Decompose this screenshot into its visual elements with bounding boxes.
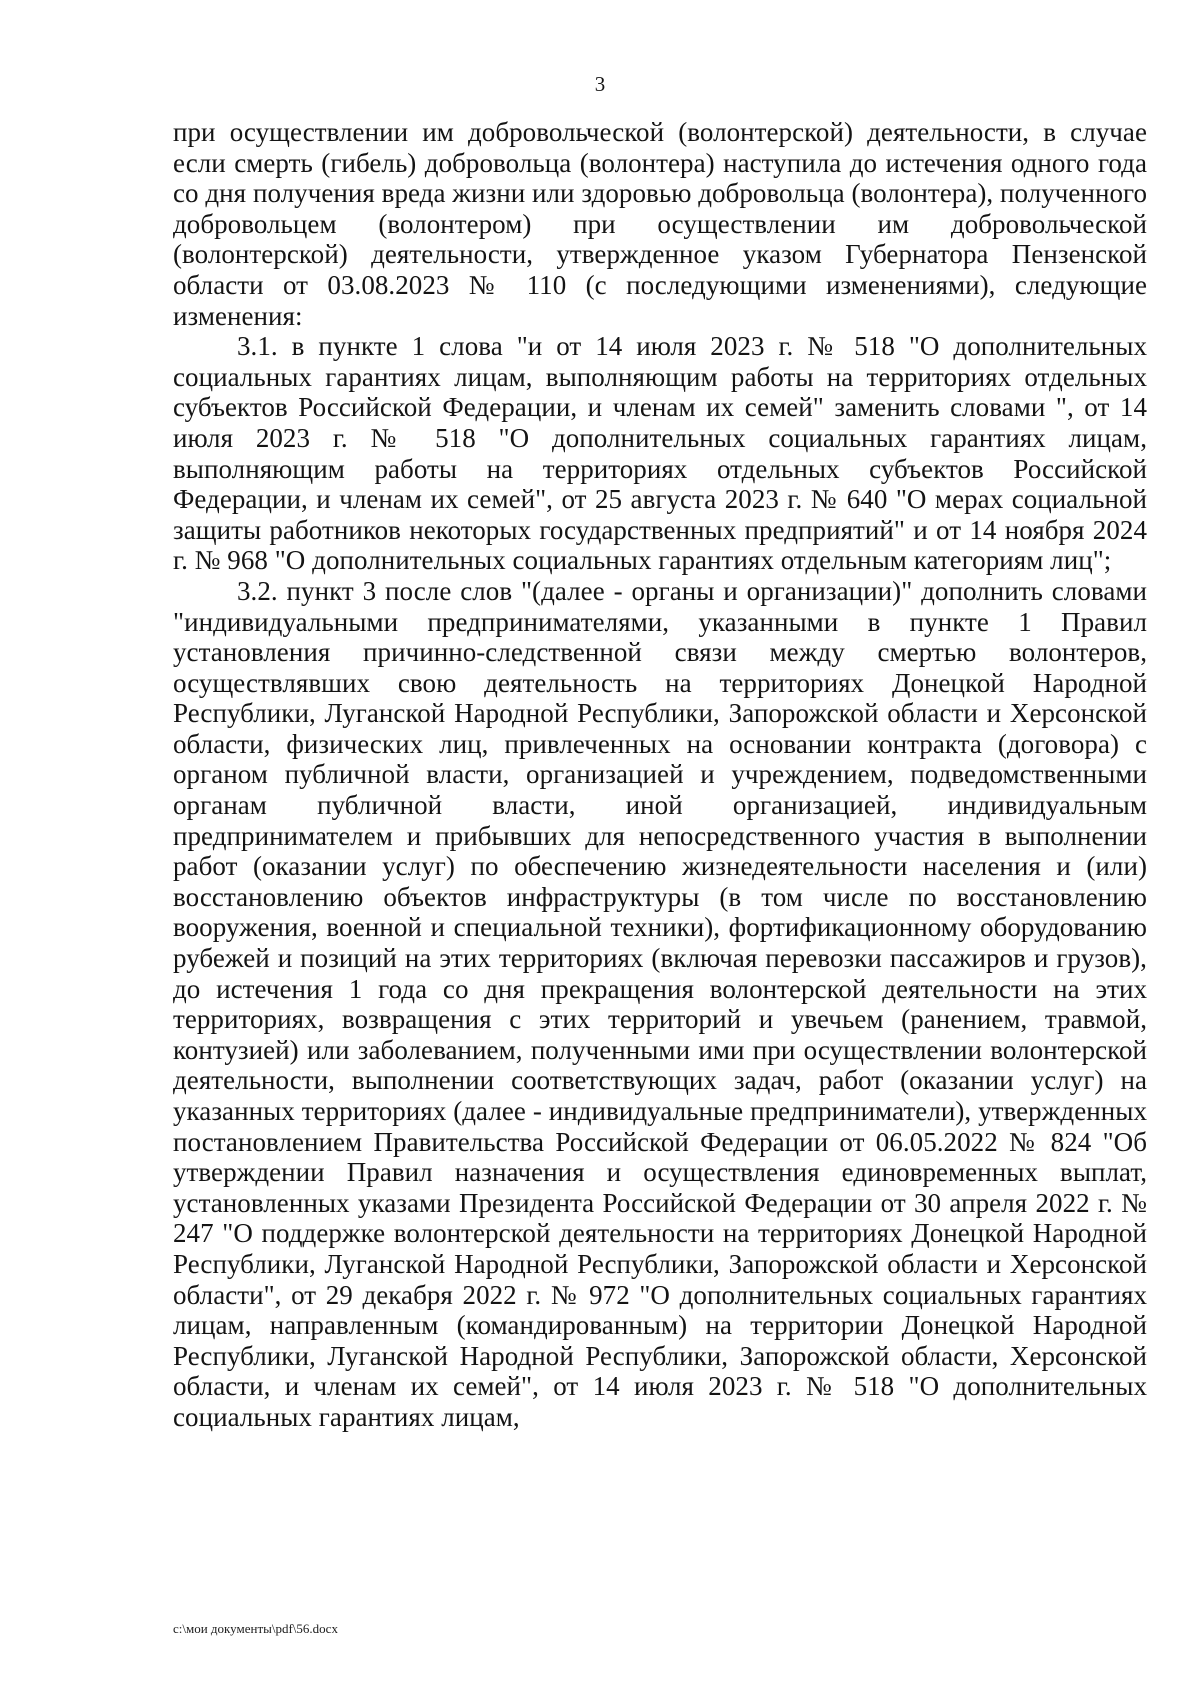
document-body [173, 117, 1147, 1433]
paragraph-item-3-2: 3.2. пункт 3 после слов "(далее - органы и организации)" дополнить словами "индивидуальными предпринимателями, указанными в пункте 1 Правил установления причинно-следственной связи между смертью волонтеров, осуществлявших свою деятельность на территориях Донецкой Народной Республики, Луганской Народной Республики, Запорожской области и Херсонской области, физических лиц, привлеченных на основании контракта (договора) с органом публичной власти, организацией и учреждением, подведомственными органам публичной власти, иной организацией, индивидуальным предпринимателем и прибывших для непосредственного участия в выполнении работ (оказании услуг) по обеспечению жизнедеятельности населения и (или) восстановлению объектов инфраструктуры (в том числе по восстановлению вооружения, военной и специальной техники), фортификационному оборудованию рубежей и позиций на этих территориях (включая перевозки пассажиров и грузов), до истечения 1 года со дня прекращения волонтерской деятельности на этих территориях, возвращения с этих территорий и увечьем (ранением, травмой, контузией) или заболеванием, полученными ими при осуществлении волонтерской деятельности, выполнении соответствующих задач, работ (оказании услуг) на указанных территориях (далее - индивидуальные предприниматели), утвержденных постановлением Правительства Российской Федерации от 06.05.2022 № 824 "Об утверждении Правил назначения и осуществления единовременных выплат, установленных указами Президента Российской Федерации от 30 апреля 2022 г. № 247 "О поддержке волонтерской деятельности на территориях Донецкой Народной Республики, Луганской Народной Республики, Запорожской области и Херсонской области", от 29 декабря 2022 г. № 972 "О дополнительных социальных гарантиях лицам, направленным (командированным) на территории Донецкой Народной Республики, Луганской Народной Республики, Запорожской области, Херсонской области, и членам их семей", от 14 июля 2023 г. № 518 "О дополнительных социальных гарантиях лицам, [173, 575, 1147, 1432]
footer-file-path: c:\мои документы\pdf\56.docx [173, 1621, 338, 1636]
paragraph-continuation: при осуществлении им добровольческой (волонтерской) деятельности, в случае если смерть (гибель) добровольца (волонтера) наступила до истечения одного года со дня получения вреда жизни или здоровью добровольца (волонтера), полученного добровольцем (волонтером) при осуществлении им добровольческой (волонтерской) деятельности, утвержденное указом Губернатора Пензенской области от 03.08.2023 № 110 (с последующими изменениями), следующие изменения: [173, 117, 1147, 331]
page-number: 3 [594, 72, 606, 96]
paragraph-item-3-1: 3.1. в пункте 1 слова "и от 14 июля 2023 г. № 518 "О дополнительных социальных гарантиях лицам, выполняющим работы на территориях отдельных субъектов Российской Федерации, и членам их семей" заменить словами ", от 14 июля 2023 г. № 518 "О дополнительных социальных гарантиях лицам, выполняющим работы на территориях отдельных субъектов Российской Федерации, и членам их семей", от 25 августа 2023 г. № 640 "О мерах социальной защиты работников некоторых государственных предприятий" и от 14 ноября 2024 г. № 968 "О дополнительных социальных гарантиях отдельным категориям лиц"; [173, 331, 1147, 576]
